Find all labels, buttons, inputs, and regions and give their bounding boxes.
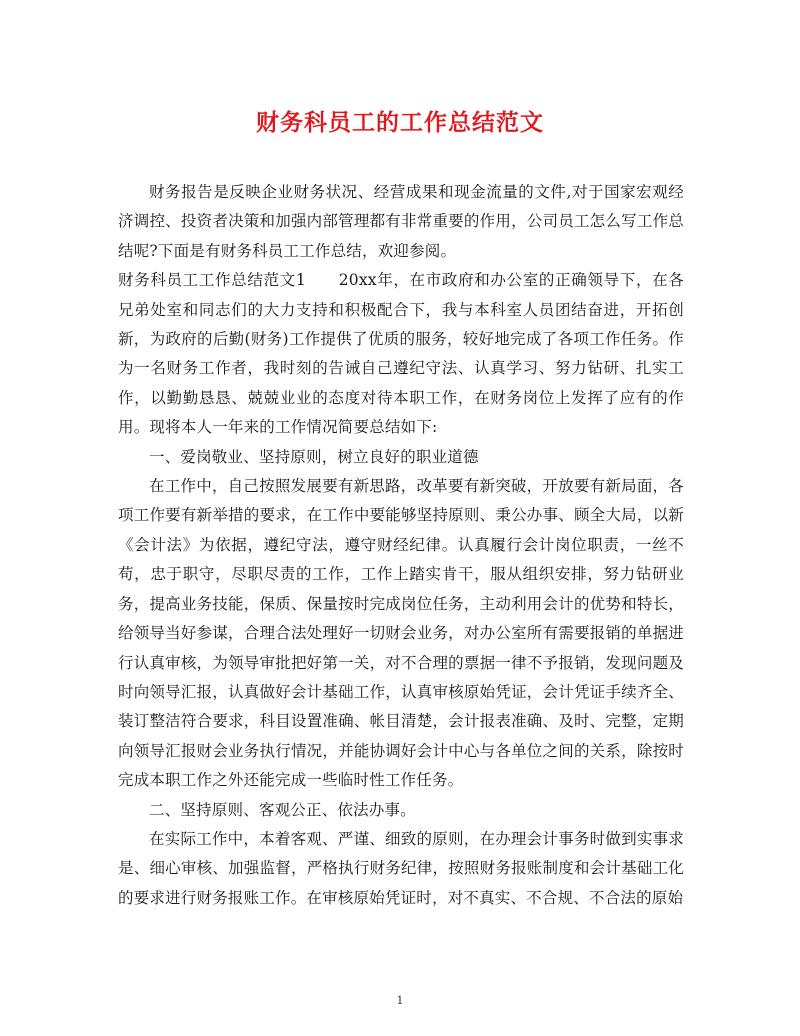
- intro-paragraph: 财务报告是反映企业财务状况、经营成果和现金流量的文件,对于国家宏观经济调控、投资者决策和加强内部管理都有非常重要的作用，公司员工怎么写工作总结呢?下面是有财务科员工工作总结，欢迎参阅。: [118, 183, 684, 260]
- section-heading-two: 二、坚持原则、客观公正、依法办事。: [149, 800, 416, 819]
- section-one-paragraph: 在工作中，自己按照发展要有新思路，改革要有新突破，开放要有新局面，各项工作要有新举措的要求，在工作中要能够坚持原则、秉公办事、顾全大局，以新《会计法》为依据，遵纪守法，遵守财经纪律。认真履行会计岗位职责，一丝不苟，忠于职守，尽职尽责的工作，工作上踏实肯干，服从组织安排，努力钻研业务，提高业务技能，保质、保量按时完成岗位任务，主动利用会计的优势和特长，给领导当好参谋，合理合法处理好一切财会业务，对办公室所有需要报销的单据进行认真审核，为领导审批把好第一关，对不合理的票据一律不予报销，发现问题及时向领导汇报，认真做好会计基础工作，认真审核原始凭证，会计凭证手续齐全、装订整洁符合要求，科目设置准确、帐目清楚，会计报表准确、及时、完整，定期向领导汇报财会业务执行情况，并能协调好会计中心与各单位之间的关系，除按时完成本职工作之外还能完成一些临时性工作任务。: [118, 477, 684, 790]
- section-heading-one: 一、爱岗敬业、坚持原则，树立良好的职业道德: [149, 447, 479, 466]
- section-two-paragraph: 在实际工作中，本着客观、严谨、细致的原则，在办理会计事务时做到实事求是、细心审核、加强监督，严格执行财务纪律，按照财务报账制度和会计基础工化的要求进行财务报账工作。在审核原始凭证时，对不真实、不合规、不合法的原始: [118, 829, 684, 907]
- sample-one-paragraph: 财务科员工工作总结范文1 20xx年，在市政府和办公室的正确领导下，在各兄弟处室和同志们的大力支持和积极配合下，我与本科室人员团结奋进，开拓创新，为政府的后勤(财务)工作提供了优质的服务，较好地完成了各项工作任务。作为一名财务工作者，我时刻的告诫自己遵纪守法、认真学习、努力钻研、扎实工作，以勤勤恳恳、兢兢业业的态度对待本职工作，在财务岗位上发挥了应有的作用。现将本人一年来的工作情况简要总结如下:: [118, 271, 684, 437]
- page-number: 1: [396, 994, 404, 1007]
- document-title: 财务科员工的工作总结范文: [256, 109, 544, 136]
- document-body: [118, 178, 684, 913]
